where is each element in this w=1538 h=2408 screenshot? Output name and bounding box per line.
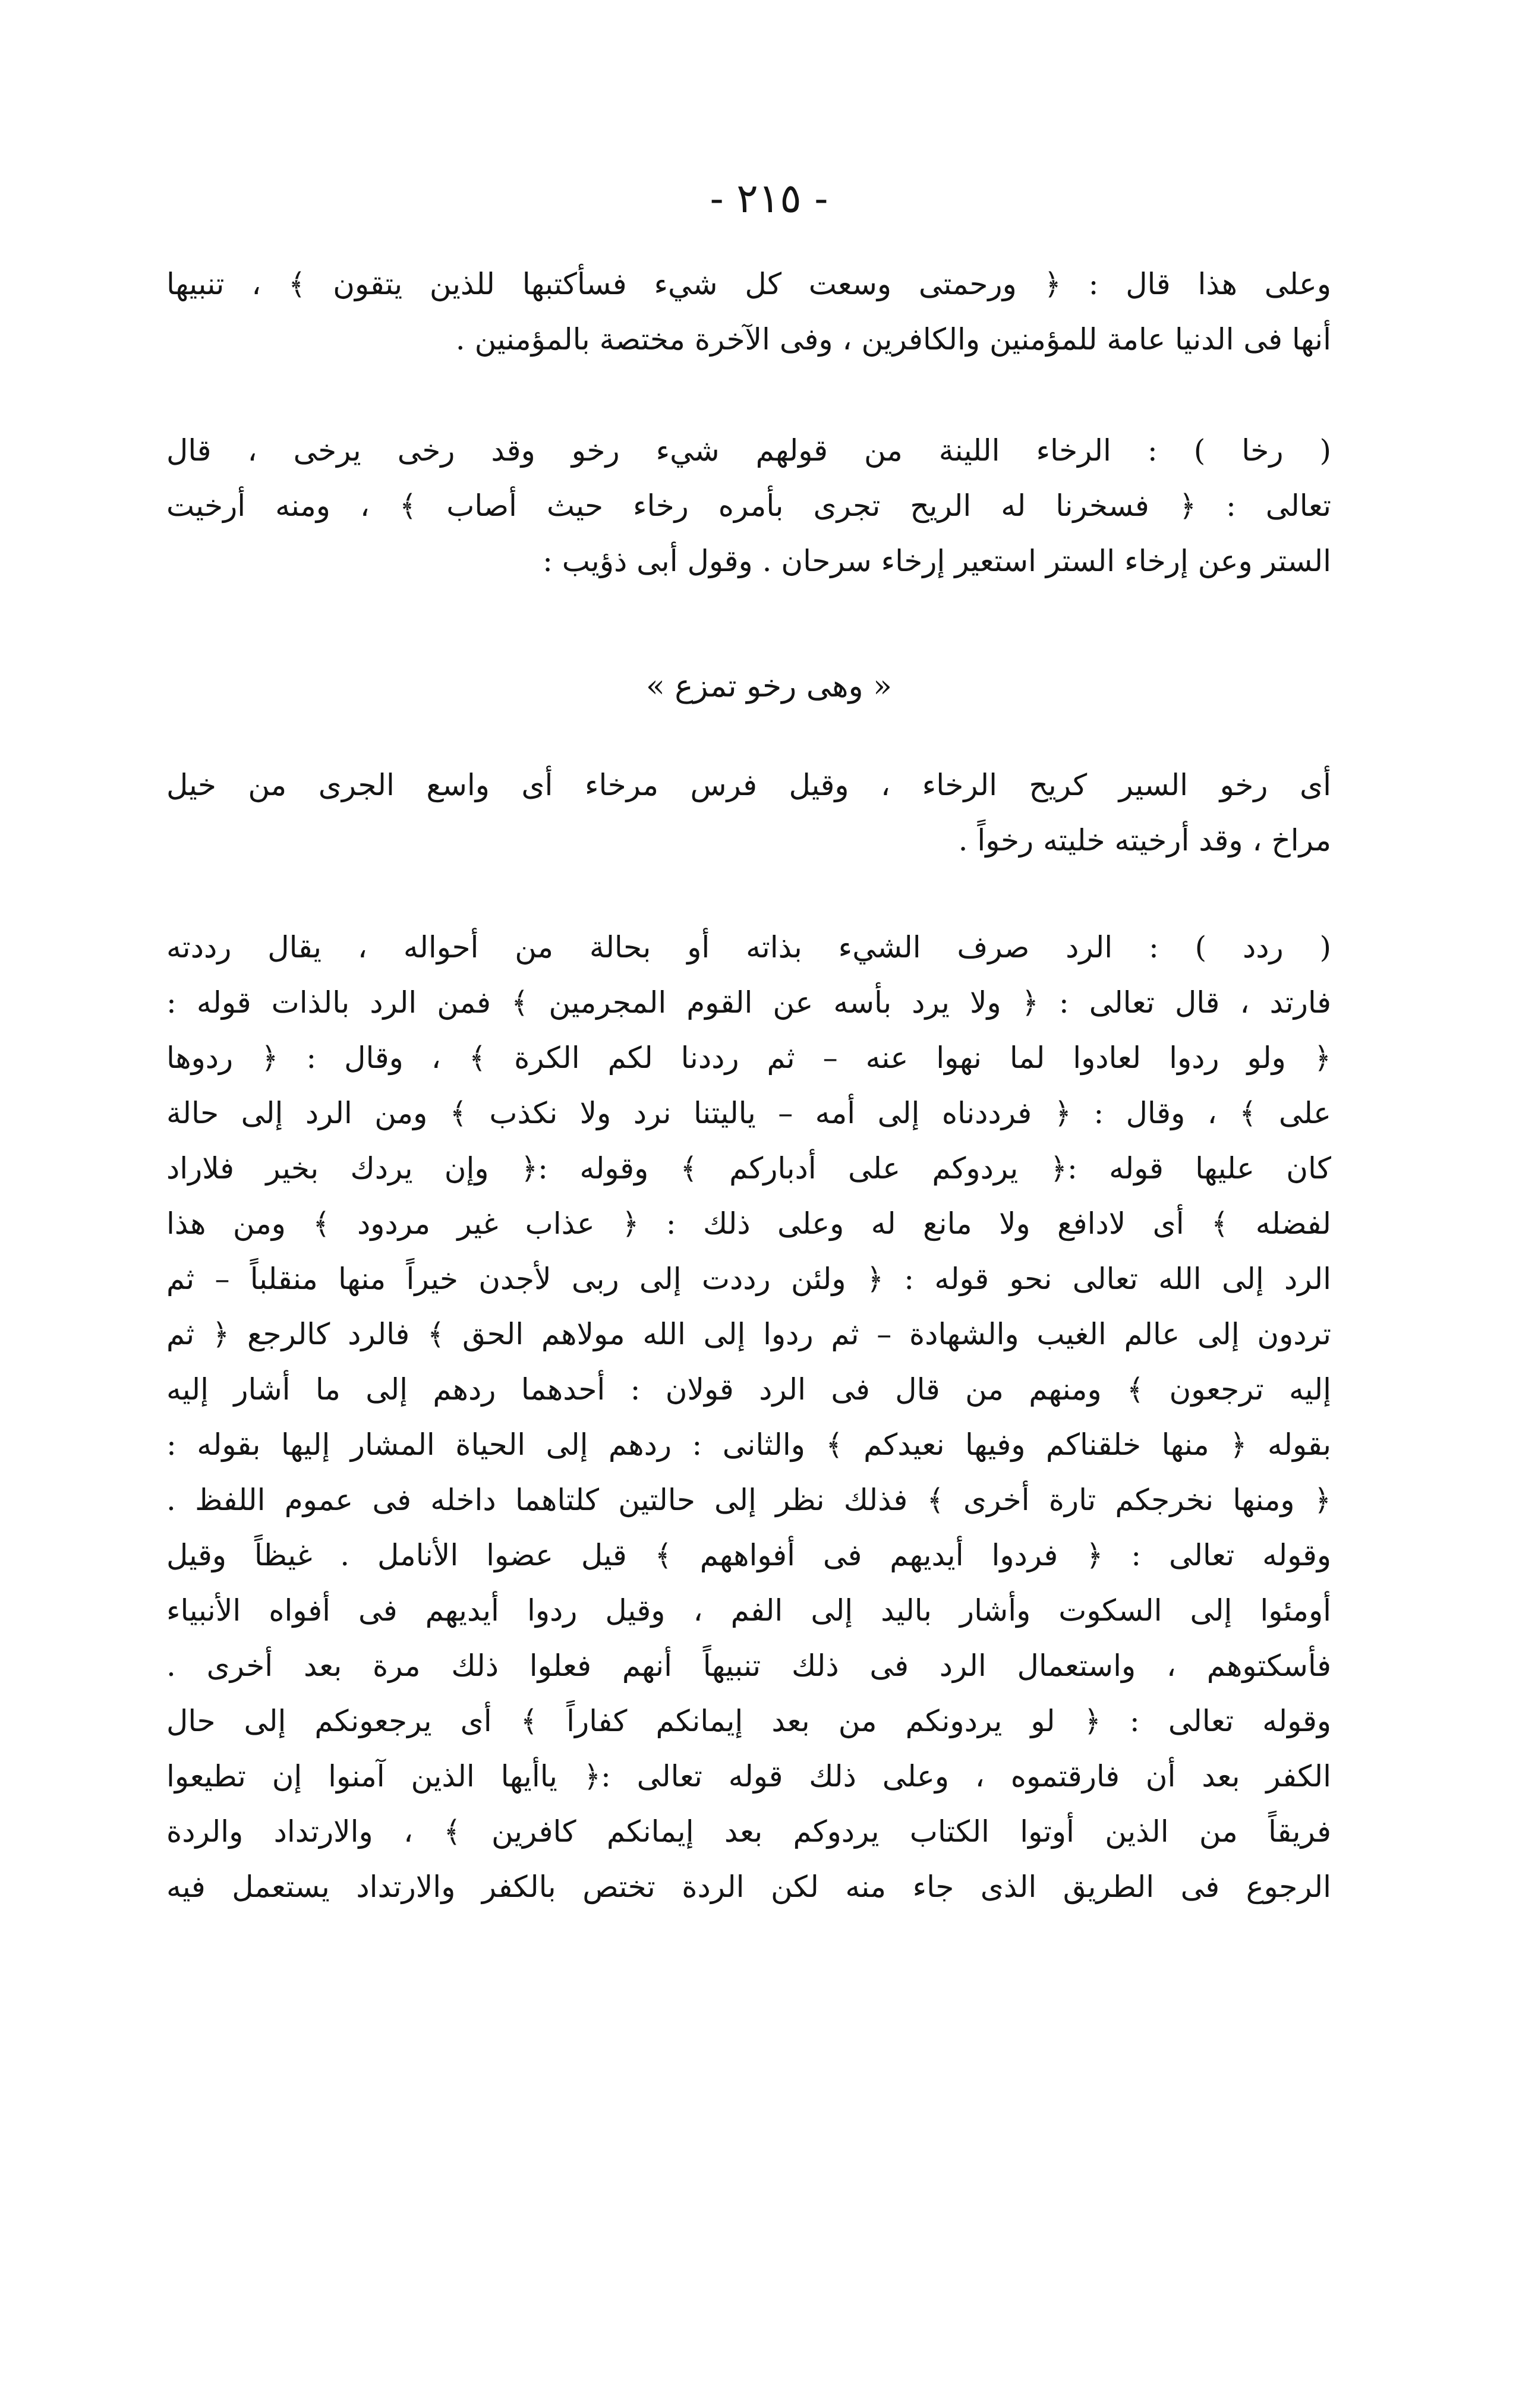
- text-line: لفضله ﴾ أى لادافع ولا مانع له وعلى ذلك : ﴿ عذاب غير مردود ﴾ ومن هذا: [166, 1206, 1331, 1241]
- text-line: أنها فى الدنيا عامة للمؤمنين والكافرين ، وفى الآخرة مختصة بالمؤمنين .: [455, 322, 1331, 357]
- text-line: وقوله تعالى : ﴿ فردوا أيديهم فى أفواههم ﴾ قيل عضوا الأنامل . غيظاً وقيل: [166, 1538, 1331, 1572]
- text-line: فأسكتوهم ، واستعمال الرد فى ذلك تنبيهاً أنهم فعلوا ذلك مرة بعد أخرى .: [166, 1649, 1331, 1683]
- text-line: الستر وعن إرخاء الستر استعير إرخاء سرحان . وقول أبى ذؤيب :: [543, 544, 1331, 578]
- text-line: ﴿ ولو ردوا لعادوا لما نهوا عنه – ثم رددنا لكم الكرة ﴾ ، وقال : ﴿ ردوها: [166, 1041, 1331, 1075]
- text-line: تردون إلى عالم الغيب والشهادة – ثم ردوا إلى الله مولاهم الحق ﴾ فالرد كالرجع ﴿ ثم: [166, 1317, 1331, 1351]
- text-line: الرد إلى الله تعالى نحو قوله : ﴿ ولئن رددت إلى ربى لأجدن خيراً منها منقلباً – ثم: [166, 1262, 1331, 1296]
- entry-rakha: [166, 423, 1331, 589]
- paragraph-explanation: [166, 758, 1331, 868]
- poetry-quote: « وهى رخو تمزع »: [646, 669, 892, 704]
- text-line: أى رخو السير كريح الرخاء ، وقيل فرس مرخاء أى واسع الجرى من خيل: [166, 768, 1331, 802]
- entry-heading-line: ( رخا ) : الرخاء اللينة من قولهم شيء رخو وقد رخى يرخى ، قال: [166, 433, 1331, 468]
- entry-radad: [166, 920, 1331, 1915]
- text-line: الكفر بعد أن فارقتموه ، وعلى ذلك قوله تعالى :﴿ ياأيها الذين آمنوا إن تطيعوا: [166, 1759, 1331, 1794]
- text-line: وعلى هذا قال : ﴿ ورحمتى وسعت كل شيء فسأكتبها للذين يتقون ﴾ ، تنبيها: [166, 267, 1331, 301]
- text-line: تعالى : ﴿ فسخرنا له الريح تجرى بأمره رخاء حيث أصاب ﴾ ، ومنه أرخيت: [166, 488, 1331, 523]
- text-line: بقوله ﴿ منها خلقناكم وفيها نعيدكم ﴾ والثانى : ردهم إلى الحياة المشار إليها بقوله :: [166, 1427, 1331, 1462]
- entry-heading-line: ( ردد ) : الرد صرف الشيء بذاته أو بحالة من أحواله ، يقال رددته: [166, 930, 1331, 965]
- text-line: ﴿ ومنها نخرجكم تارة أخرى ﴾ فذلك نظر إلى حالتين كلتاهما داخله فى عموم اللفظ .: [166, 1483, 1331, 1517]
- text-line: إليه ترجعون ﴾ ومنهم من قال فى الرد قولان : أحدهما ردهم إلى ما أشار إليه: [166, 1372, 1331, 1407]
- paragraph-intro: [166, 257, 1331, 367]
- text-line: على ﴾ ، وقال : ﴿ فرددناه إلى أمه – ياليتنا نرد ولا نكذب ﴾ ومن الرد إلى حالة: [166, 1096, 1331, 1130]
- text-line: فارتد ، قال تعالى : ﴿ ولا يرد بأسه عن القوم المجرمين ﴾ فمن الرد بالذات قوله :: [166, 985, 1331, 1020]
- text-line: مراخ ، وقد أرخيته خليته رخواً .: [958, 823, 1331, 858]
- page-number: - ٢١٥ -: [710, 175, 828, 222]
- text-line: وقوله تعالى : ﴿ لو يردونكم من بعد إيمانكم كفاراً ﴾ أى يرجعونكم إلى حال: [166, 1704, 1331, 1738]
- text-line: أومئوا إلى السكوت وأشار باليد إلى الفم ، وقيل ردوا أيديهم فى أفواه الأنبياء: [166, 1593, 1331, 1628]
- text-line: فريقاً من الذين أوتوا الكتاب يردوكم بعد إيمانكم كافرين ﴾ ، والارتداد والردة: [166, 1814, 1331, 1849]
- text-line: الرجوع فى الطريق الذى جاء منه لكن الردة تختص بالكفر والارتداد يستعمل فيه: [166, 1870, 1331, 1904]
- text-line: كان عليها قوله :﴿ يردوكم على أدباركم ﴾ وقوله :﴿ وإن يردك بخير فلاراد: [166, 1151, 1331, 1186]
